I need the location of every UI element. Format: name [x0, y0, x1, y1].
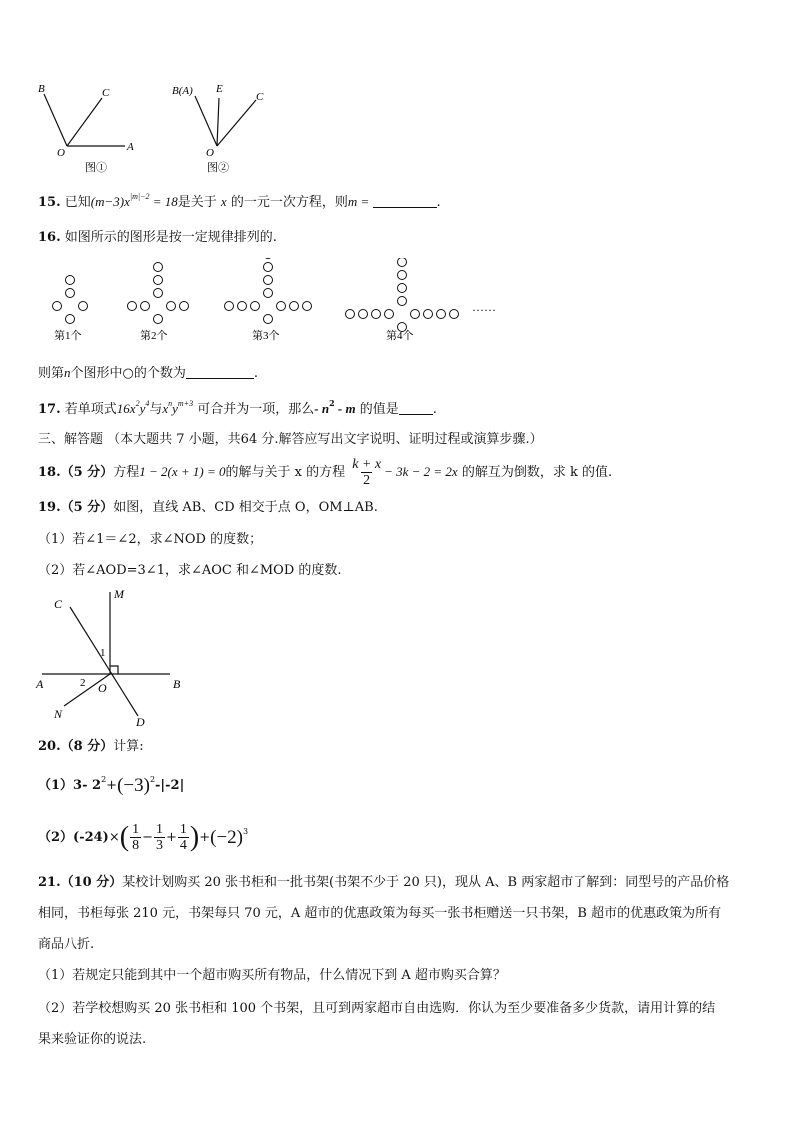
- pattern-circle: [225, 302, 234, 311]
- q19-intersecting-lines-figure: [30, 584, 200, 729]
- fig2-label-e: E: [216, 83, 223, 95]
- fig19-label-n: N: [54, 707, 63, 721]
- q20-sub2-paren: (−2): [210, 827, 243, 848]
- q20-left-paren: (: [119, 821, 130, 853]
- q20-f2-num: 1: [155, 822, 163, 837]
- angle-figures: [30, 78, 290, 178]
- q20-f3-den: 4: [179, 838, 187, 853]
- pattern-circle: [264, 263, 273, 272]
- q15-expr-c: = 18: [149, 194, 178, 209]
- q20-sub1-plus: +: [106, 778, 118, 793]
- pattern-circle: [66, 276, 75, 285]
- q15-var-m: m: [347, 194, 358, 209]
- question-20: [38, 738, 144, 756]
- q20-frac-2: [154, 822, 165, 853]
- question-18: [38, 457, 612, 488]
- q17-mono2b: y: [172, 401, 178, 416]
- fig19-label-1: 1: [100, 647, 106, 659]
- q21-sub-1: （1）若规定只能到其中一个超市购买所有物品，什么情况下到 A 超市购买合算？: [38, 968, 506, 983]
- q19-number: 19.: [38, 500, 61, 515]
- pattern-circle: [79, 302, 88, 311]
- pattern-circle: [66, 289, 75, 298]
- q17-expr: - n: [314, 401, 330, 416]
- pattern-circle: [167, 302, 176, 311]
- q16-answer-blank[interactable]: [186, 366, 254, 379]
- q15-end: .: [436, 195, 441, 210]
- fig1-label-a: A: [127, 141, 134, 153]
- q21-sub-2a: （2）若学校想购买 20 张书柜和 100 个书架，且可到两家超市自由选购．你认为至少要准备多少货款，请用计算的结: [38, 1001, 716, 1016]
- q20-sub2-times: ×: [108, 830, 120, 845]
- pattern-circle: [424, 310, 433, 319]
- q17-post: 可合并为一项，那么: [197, 402, 315, 417]
- pattern-circle: [264, 289, 273, 298]
- question-17: [38, 400, 437, 419]
- q16-circle-symbol: ○: [122, 366, 134, 381]
- q18-frac-num: k + x: [352, 457, 382, 472]
- pattern-circle: [154, 263, 163, 272]
- q21-sub-2b: 果来验证你的说法.: [38, 1032, 147, 1047]
- pattern-circle: [372, 310, 381, 319]
- figure-1: [44, 94, 125, 146]
- q21-number: 21.: [38, 875, 61, 890]
- q16-end: .: [253, 366, 259, 381]
- question-19: [38, 499, 378, 517]
- q17-and: 与: [149, 402, 163, 417]
- q20-plus: +: [165, 830, 177, 845]
- q21-line-3: 商品八折.: [38, 937, 95, 952]
- q18-post: 的解互为倒数，求 k 的值.: [461, 465, 613, 480]
- pattern-ellipsis: ……: [472, 300, 496, 314]
- fig1-caption: 图①: [85, 162, 107, 174]
- q19-sub-1: （1）若∠1＝∠2，求∠NOD 的度数；: [38, 532, 263, 547]
- q20-f1-den: 8: [132, 838, 140, 853]
- q18-pre: 方程: [113, 465, 140, 480]
- pattern-circle: [66, 315, 75, 324]
- question-15: [38, 193, 441, 212]
- pattern-circle: [411, 310, 420, 319]
- pattern-circle: [154, 315, 163, 324]
- pattern-circle: [359, 310, 368, 319]
- fig1-label-o: O: [57, 147, 65, 159]
- q17-number: 17.: [38, 402, 61, 417]
- pattern-label-3: 第3个: [252, 330, 280, 342]
- q17-mono1b: y: [139, 401, 146, 416]
- q20-sub1-abs: -|-2|: [155, 778, 185, 793]
- fig19-label-m: M: [114, 587, 124, 601]
- q16-answer-post: 的个数为: [133, 366, 186, 381]
- fig1-label-b: B: [38, 83, 45, 95]
- fig2-label-c: C: [256, 91, 264, 103]
- q16-text: 如图所示的图形是按一定规律排列的.: [64, 230, 277, 245]
- pattern-circle: [264, 276, 273, 285]
- q15-eq: =: [357, 194, 373, 209]
- fig2-label-o: O: [206, 147, 214, 159]
- q17-mono2: x: [162, 401, 169, 416]
- section-3-heading: 三、解答题 （本大题共 7 小题，共64 分.解答应写出文字说明、证明过程或演算步骤.）: [38, 432, 543, 447]
- q18-score: （5 分）: [60, 465, 114, 480]
- q17-mono1: 16x: [116, 401, 136, 416]
- q17-exp4: m+3: [177, 399, 194, 408]
- q15-expr-a: (m: [90, 194, 105, 209]
- q20-frac-3: [178, 822, 189, 853]
- q20-minus: −: [142, 830, 153, 845]
- q20-f1-num: 1: [132, 822, 140, 837]
- fig19-label-a: A: [36, 677, 44, 691]
- q17-end-text: 的值是: [359, 402, 399, 417]
- q18-equation-2: − 3k − 2 = 2x: [384, 464, 458, 479]
- q18-mid: 的解与关于 x 的方程: [225, 465, 346, 480]
- pattern-circle: [141, 302, 150, 311]
- pattern-circle: [180, 302, 189, 311]
- figure-2: [195, 96, 256, 146]
- q19-score: （5 分）: [60, 500, 114, 515]
- q15-expr-b: −3)x: [104, 194, 130, 209]
- pattern-circle: [450, 310, 459, 319]
- q20-text: 计算:: [113, 739, 144, 754]
- q18-number: 18.: [38, 465, 61, 480]
- q20-sub1-exp1: 2: [101, 775, 107, 784]
- q20-right-paren: ): [189, 821, 200, 853]
- fig19-label-2: 2: [80, 677, 86, 689]
- pattern-circle: [128, 302, 137, 311]
- pattern-circle: [264, 258, 273, 259]
- q20-sub1-label: （1）: [38, 778, 74, 793]
- fig19-label-d: D: [136, 715, 145, 729]
- q17-end: .: [432, 402, 437, 417]
- q20-sub1-exp2: 2: [149, 775, 156, 784]
- q18-fraction: [350, 457, 383, 488]
- q17-exp3: n: [168, 399, 173, 408]
- fig1-label-c: C: [102, 87, 110, 99]
- question-16: [38, 229, 277, 247]
- q20-sub2-exp: 3: [243, 827, 249, 836]
- pattern-label-1: 第1个: [54, 330, 82, 342]
- q20-sub-2: [38, 818, 248, 858]
- q19-text: 如图，直线 AB、CD 相交于点 O，OM⊥AB.: [113, 500, 378, 515]
- q15-mid: 是关于: [177, 195, 217, 210]
- q15-post: 的一元一次方程，则: [230, 195, 348, 210]
- pattern-circle: [251, 302, 260, 311]
- q20-score: （8 分）: [60, 739, 114, 754]
- pattern-circle: [53, 302, 62, 311]
- q17-exp1: 2: [135, 399, 140, 408]
- q20-sub-1: [38, 774, 184, 798]
- q15-exponent: |m|−2: [129, 192, 150, 201]
- q15-number: 15.: [38, 195, 61, 210]
- pattern-circle: [290, 302, 299, 311]
- q21-line-1: 某校计划购买 20 张书柜和一批书架(书架不少于 20 只)，现从 A、B 两家超市了解到：同型号的产品价格: [122, 875, 730, 890]
- circle-pattern-figure: [40, 258, 520, 348]
- q15-var-x: x: [220, 194, 227, 209]
- fig19-label-b: B: [173, 677, 181, 691]
- pattern-circle: [303, 302, 312, 311]
- q19-sub-2: （2）若∠AOD=3∠1，求∠AOC 和∠MOD 的度数.: [38, 563, 342, 578]
- q20-number: 20.: [38, 739, 61, 754]
- q21-line-2: 相同，书柜每张 210 元，书架每只 70 元，A 超市的优惠政策为每买一张书柜赠送一只书架，B 超市的优惠政策为所有: [38, 906, 722, 921]
- pattern-circle: [238, 302, 247, 311]
- pattern-circle: [385, 310, 394, 319]
- pattern-circle: [398, 271, 407, 280]
- pattern-label-2: 第2个: [140, 330, 168, 342]
- q17-pre: 若单项式: [64, 402, 117, 417]
- q17-expr2: - m: [334, 401, 356, 416]
- q20-sub2-plus: +: [199, 830, 211, 845]
- pattern-circle: [437, 310, 446, 319]
- q18-equation-1: 1 − 2(x + 1) = 0: [139, 464, 226, 479]
- fig19-label-c: C: [54, 597, 63, 611]
- fig2-label-ba: B(A): [172, 85, 193, 97]
- q15-answer-blank[interactable]: [373, 195, 437, 208]
- fig19-label-o: O: [98, 681, 107, 695]
- q16-number: 16.: [38, 230, 61, 245]
- q21-score: （10 分）: [60, 875, 123, 890]
- fig2-caption: 图②: [207, 162, 229, 174]
- pattern-circle: [154, 276, 163, 285]
- q20-sub2-a: (-24): [73, 830, 109, 845]
- q20-sub1-a: 3- 2: [73, 778, 102, 793]
- pattern-circle: [398, 284, 407, 293]
- pattern-circle: [398, 258, 407, 267]
- q20-f2-den: 3: [155, 838, 163, 853]
- q17-exp2: 4: [145, 399, 150, 408]
- question-16-answer: [38, 364, 258, 383]
- pattern-circle: [346, 310, 355, 319]
- q16-answer-pre: 则第: [38, 366, 65, 381]
- q20-f3-num: 1: [179, 822, 187, 837]
- q17-answer-blank[interactable]: [399, 402, 433, 415]
- q20-frac-1: [130, 822, 141, 853]
- q17-exp5: 2: [329, 398, 335, 408]
- q20-sub2-label: （2）: [38, 830, 74, 845]
- pattern-circle: [264, 315, 273, 324]
- pattern-circle: [277, 302, 286, 311]
- q15-pre: 已知: [64, 195, 91, 210]
- question-21: [38, 874, 729, 892]
- pattern-circle: [398, 297, 407, 306]
- pattern-label-4: 第4个: [386, 330, 414, 342]
- q20-sub1-paren: (−3): [117, 775, 150, 796]
- q16-answer-mid: 个图形中: [70, 366, 123, 381]
- q18-frac-den: 2: [363, 473, 371, 488]
- pattern-circle: [154, 289, 163, 298]
- q16-var-n: n: [64, 365, 71, 380]
